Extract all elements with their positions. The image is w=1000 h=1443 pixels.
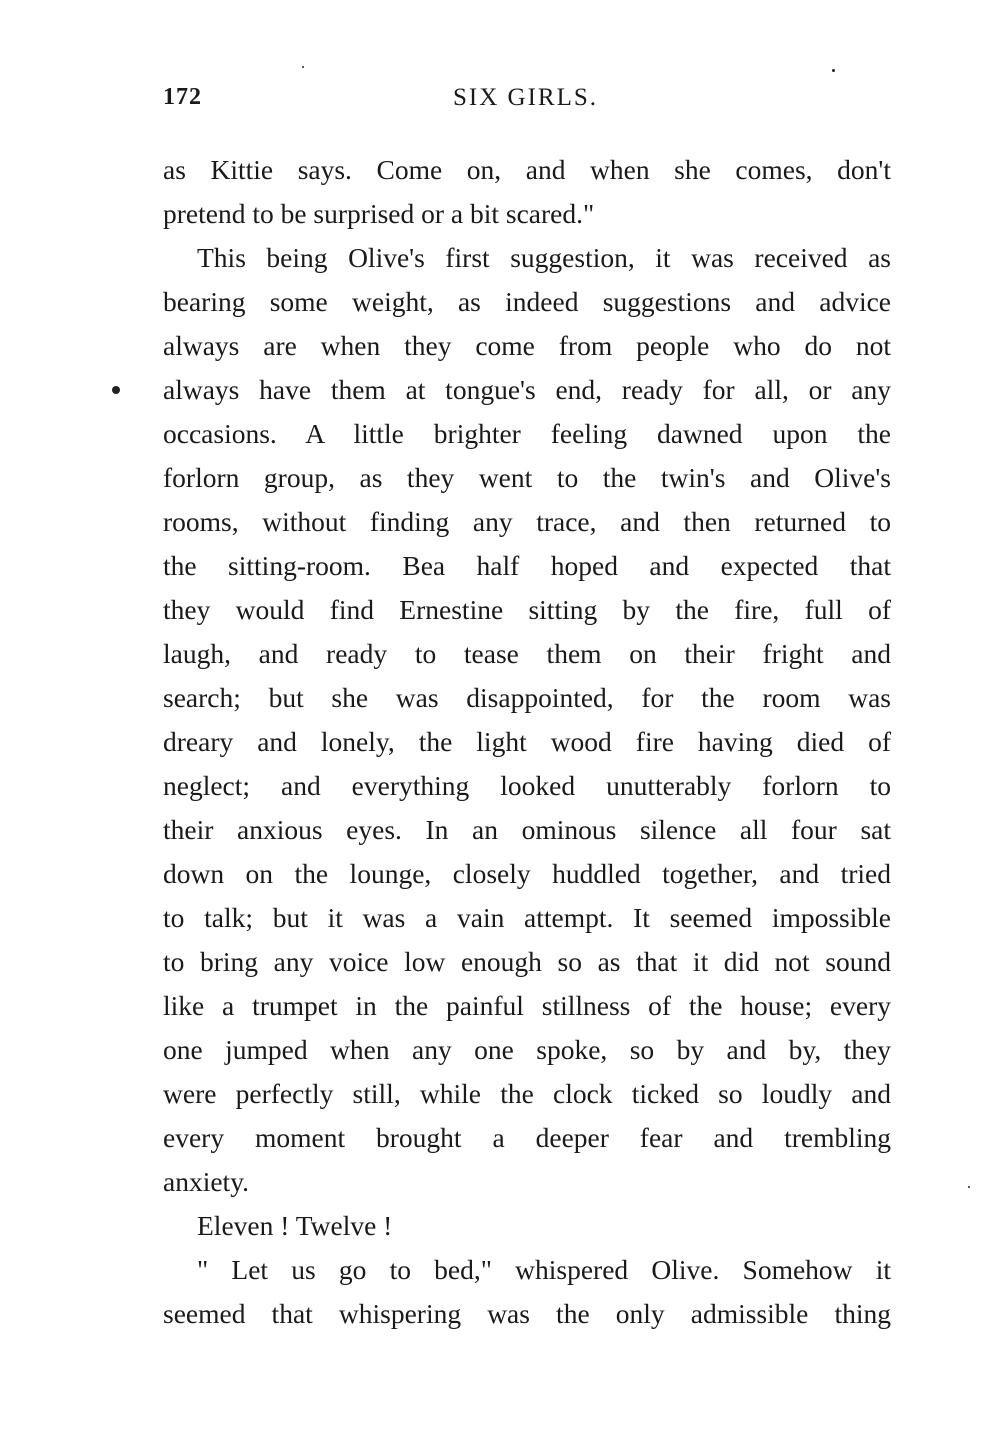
text-line: Eleven ! Twelve ! <box>197 1210 393 1241</box>
text-line: to talk; but it was a vain attempt. It seemed impossible <box>163 902 891 933</box>
text-line: This being Olive's first suggestion, it was received as <box>197 242 891 273</box>
running-title: SIX GIRLS. <box>453 84 599 111</box>
body-text <box>163 148 891 1336</box>
text-line: bearing some weight, as indeed suggestions and advice <box>163 286 891 317</box>
text-line: forlorn group, as they went to the twin's and Olive's <box>163 462 891 493</box>
text-line: anxiety. <box>163 1166 250 1197</box>
page-header <box>163 84 891 124</box>
text-line: always are when they come from people who do not <box>163 330 891 361</box>
text-line: dreary and lonely, the light wood fire having died of <box>163 726 891 757</box>
text-line: one jumped when any one spoke, so by and by, they <box>163 1034 891 1065</box>
text-line: their anxious eyes. In an ominous silence all four sat <box>163 814 891 845</box>
text-line: to bring any voice low enough so as that it did not sound <box>163 946 891 977</box>
text-line: laugh, and ready to tease them on their fright and <box>163 638 891 669</box>
scan-speck <box>968 1186 970 1188</box>
text-line: like a trumpet in the painful stillness of the house; every <box>163 990 891 1021</box>
text-line: pretend to be surprised or a bit scared." <box>163 198 595 229</box>
page-number: 172 <box>163 84 202 110</box>
text-line: always have them at tongue's end, ready for all, or any <box>163 374 891 405</box>
text-line: as Kittie says. Come on, and when she comes, don't <box>163 154 891 185</box>
scan-speck <box>832 69 835 72</box>
text-line: occasions. A little brighter feeling dawned upon the <box>163 418 891 449</box>
text-line: neglect; and everything looked unutterably forlorn to <box>163 770 891 801</box>
text-line: seemed that whispering was the only admissible thing <box>163 1298 891 1329</box>
scan-speck <box>302 66 304 68</box>
text-line: down on the lounge, closely huddled together, and tried <box>163 858 891 889</box>
text-line: " Let us go to bed," whispered Olive. Somehow it <box>197 1254 891 1285</box>
scan-speck <box>112 386 120 394</box>
text-line: the sitting-room. Bea half hoped and expected that <box>163 550 891 581</box>
text-line: search; but she was disappointed, for the room was <box>163 682 891 713</box>
text-line: every moment brought a deeper fear and trembling <box>163 1122 891 1153</box>
text-line: they would find Ernestine sitting by the fire, full of <box>163 594 891 625</box>
text-line: were perfectly still, while the clock ticked so loudly and <box>163 1078 891 1109</box>
text-line: rooms, without finding any trace, and then returned to <box>163 506 891 537</box>
